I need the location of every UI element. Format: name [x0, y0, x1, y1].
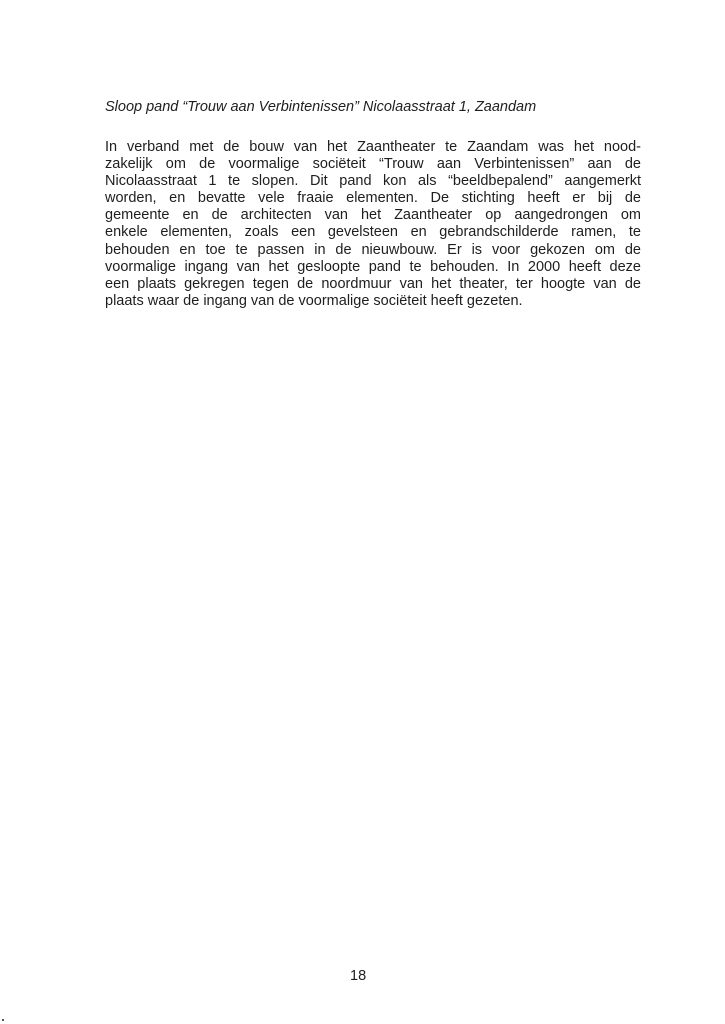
paragraph-line: In verband met de bouw van het Zaantheater te Zaandam was het nood- — [105, 139, 641, 155]
paragraph-line: enkele elementen, zoals een gevelsteen en gebrandschilderde ramen, te — [105, 224, 641, 241]
scan-speck — [2, 1019, 4, 1021]
paragraph-line: voormalige ingang van het gesloopte pand te behouden. In 2000 heeft deze — [105, 258, 641, 275]
body-paragraph — [105, 139, 641, 310]
paragraph-line: een plaats gekregen tegen de noordmuur van het theater, ter hoogte van de — [105, 275, 641, 292]
paragraph-line: worden, en bevatte vele fraaie elementen. De stichting heeft er bij de — [105, 190, 641, 207]
paragraph-line: plaats waar de ingang van de voormalige sociëteit heeft gezeten. — [105, 292, 523, 309]
page-number: 18 — [350, 968, 367, 984]
paragraph-line: zakelijk om de voormalige sociëteit “Trouw aan Verbintenissen” aan de — [105, 156, 641, 173]
paragraph-line: gemeente en de architecten van het Zaantheater op aangedrongen om — [105, 207, 641, 224]
paragraph-line: Nicolaasstraat 1 te slopen. Dit pand kon als “beeldbepalend” aangemerkt — [105, 173, 641, 190]
section-heading: Sloop pand “Trouw aan Verbintenissen” Nicolaasstraat 1, Zaandam — [105, 99, 537, 115]
paragraph-line: behouden en toe te passen in de nieuwbouw. Er is voor gekozen om de — [105, 241, 641, 258]
